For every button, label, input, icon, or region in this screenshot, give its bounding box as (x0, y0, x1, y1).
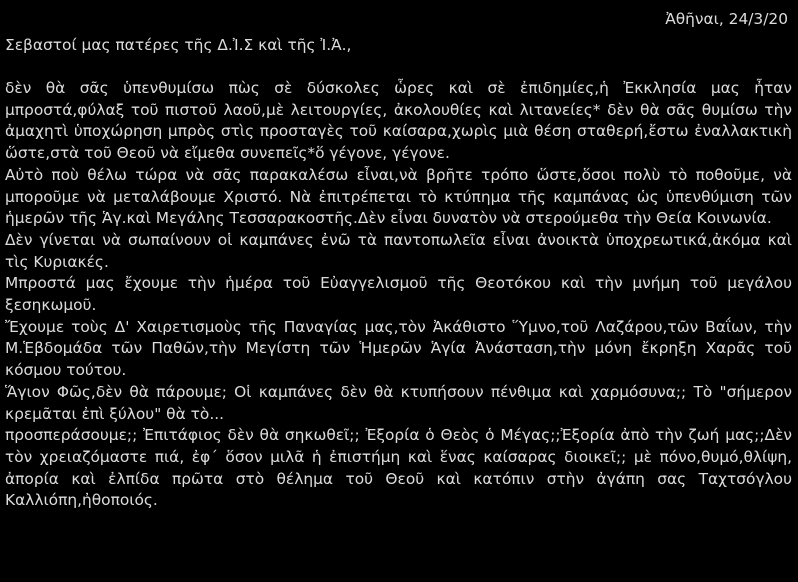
letter-date: Ἀθῆναι, 24/3/20 (665, 10, 788, 28)
paragraph: Αὐτὸ ποὺ θέλω τώρα νὰ σᾶς παρακαλέσω εἶναι,νὰ βρῆτε τρόπο ὥστε,ὅσοι πολὺ τὸ ποθοῦμε, νὰ μποροῦμε νὰ μεταλάβουμε Χριστό. Νὰ ἐπιτρέπεται τὸ κτύπημα τῆς καμπάνας ὡς ὑπενθύμιση τῶν ἡμερῶν τῆς Ἁγ.καὶ Μεγάλης Τεσσαρακοστῆς.Δὲν εἶναι δυνατὸν νὰ στερούμεθα τὴν Θεία Κοινωνία. (5, 165, 792, 228)
paragraph: Δὲν γίνεται νὰ σωπαίνουν οἱ καμπάνες ἐνῶ τὰ παντοπωλεῖα εἶναι ἀνοικτὰ ὑποχρεωτικά,ἀκόμα καὶ τὶς Κυριακές. (5, 230, 792, 271)
paragraph: Ἔχουμε τοὺς Δ' Χαιρετισμοὺς τῆς Παναγίας μας,τὸν Ἀκάθιστο Ὕμνο,τοῦ Λαζάρου,τῶν Βαΐων, τὴν Μ.Ἑβδομάδα τῶν Παθῶν,τὴν Μεγίστη τῶν Ἡμερῶν Ἁγία Ἀνάσταση,τὴν μόνη ἔκρηξη Χαρᾶς τοῦ κόσμου τούτου. (5, 317, 792, 380)
paragraph: δὲν θὰ σᾶς ὑπενθυμίσω πὼς σὲ δύσκολες ὧρες καὶ σὲ ἐπιδημίες,ἡ Ἐκκλησία μας ἦταν μπροστά,φύλαξ τοῦ πιστοῦ λαοῦ,μὲ λειτουργίες, ἀκολουθίες καὶ λιτανείες* δὲν θὰ σᾶς θυμίσω τὴν ἀμαχητὶ ὑποχώρηση μπρὸς στὶς προσταγὲς τοῦ καίσαρα,χωρὶς μιὰ θέση σταθερή,ἔστω ἐναλλακτικὴ ὥστε,στὰ τοῦ Θεοῦ νὰ εἴμεθα συνεπεῖς*ὅ γέγονε, γέγονε. (5, 79, 792, 163)
letter-greeting: Σεβαστοί μας πατέρες τῆς Δ.Ἰ.Σ καὶ τῆς Ἰ.Ἀ., (5, 36, 352, 54)
paragraph-signature: προσπεράσουμε;; Ἐπιτάφιος δὲν θὰ σηκωθεῖ;; Ἐξορία ὁ Θεὸς ὁ Μέγας;;Ἐξορία ἀπὸ τὴν ζωή μας;;Δὲν τὸν χρειαζόμαστε πιά, ἐφ΄ ὅσον μιλᾶ ἡ ἐπιστήμη καὶ ἕνας καίσαρας διοικεῖ;; μὲ πόνο,θυμό,θλίψη, ἀπορία καὶ ἐλπίδα πρῶτα στὸ θέλημα τοῦ Θεοῦ καὶ κατόπιν στὴν ἀγάπη σας Ταχτσόγλου Καλλιόπη,ἠθοποιός. (5, 426, 792, 510)
paragraph: Ἅγιον Φῶς,δὲν θὰ πάρουμε; Οἱ καμπάνες δὲν θὰ κτυπήσουν πένθιμα καὶ χαρμόσυνα;; Τὸ "σήμερον κρεμᾶται ἐπὶ ξύλου" θὰ τὸ... (5, 382, 792, 423)
paragraph: Μπροστά μας ἔχουμε τὴν ἡμέρα τοῦ Εὐαγγελισμοῦ τῆς Θεοτόκου καὶ τὴν μνήμη τοῦ μεγάλου ξεσηκωμοῦ. (5, 274, 792, 315)
letter-body (5, 78, 792, 512)
